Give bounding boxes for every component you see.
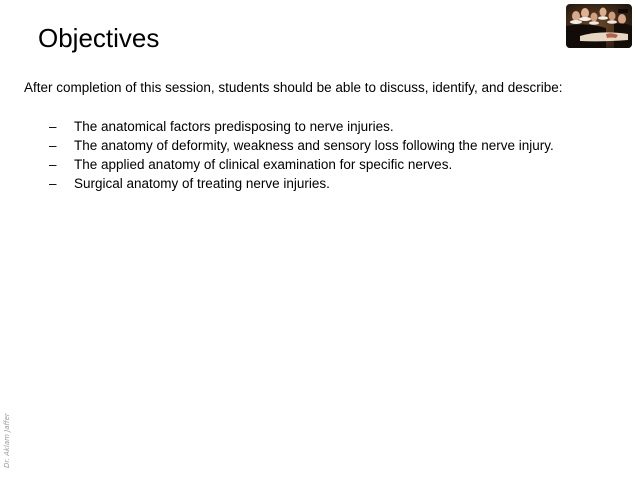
bullet-dash: – [49, 157, 57, 172]
list-item-text: The anatomical factors predisposing to nerve injuries. [74, 119, 394, 134]
slide-title: Objectives [38, 23, 160, 53]
list-item [49, 117, 554, 136]
list-item-text: The applied anatomy of clinical examination for specific nerves. [74, 157, 453, 172]
anatomy-lesson-painting-image [566, 4, 632, 48]
bullet-dash: – [49, 138, 57, 153]
painting-thumbnail-icon [566, 4, 632, 48]
objectives-list [49, 117, 554, 193]
author-credit: Dr. Aklam Jaffer [3, 413, 11, 468]
bullet-dash: – [49, 119, 57, 134]
list-item [49, 174, 554, 193]
bullet-dash: – [49, 176, 57, 191]
list-item-text: Surgical anatomy of treating nerve injuries. [74, 176, 330, 191]
list-item [49, 136, 554, 155]
list-item [49, 155, 554, 174]
intro-text: After completion of this session, students should be able to discuss, identify, and describe: [24, 80, 563, 95]
list-item-text: The anatomy of deformity, weakness and sensory loss following the nerve injury. [74, 138, 554, 153]
